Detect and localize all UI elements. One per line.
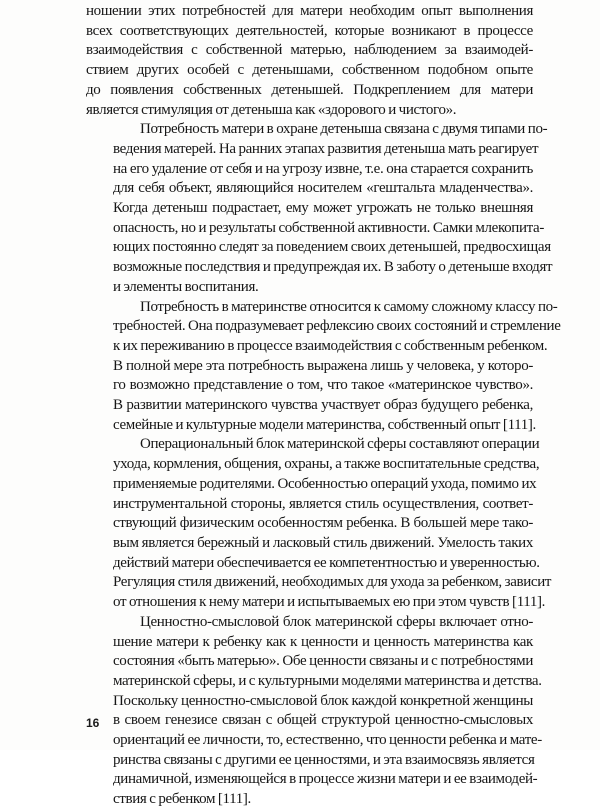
text-line: Потребность в материнстве относится к самому сложному классу по- xyxy=(140,298,558,315)
text-line: ствующий физическим особенностям ребенка. В большей мере тако- xyxy=(113,515,533,532)
text-line: Ценностно-смысловой блок материнской сферы включает отно- xyxy=(140,613,533,630)
text-line: материнской сферы, и с культурными моделями материнства и детства. xyxy=(113,672,542,689)
text-line: Операциональный блок материнской сферы составляют операции xyxy=(140,436,540,453)
text-line: ухода, кормления, общения, охраны, а также воспитательные средства, xyxy=(113,456,540,473)
text-line: действий матери обеспечивается ее компетентностью и уверенностью. xyxy=(113,554,540,571)
text-line: шение матери к ребенку как к ценности и ценность материнства как xyxy=(113,633,533,650)
text-line: ношении этих потребностей для матери необходим опыт выполнения xyxy=(86,3,533,19)
text-line: динамичной, изменяющейся в процессе жизни матери и ее взаимодей- xyxy=(113,771,538,788)
text-line: Регуляция стиля движений, необходимых для ухода за ребенком, зависит xyxy=(113,574,552,591)
text-line: го возможно представление о том, что такое «материнское чувство». xyxy=(113,377,533,394)
text-line: Потребность матери в охране детеныша связана с двумя типами по- xyxy=(140,121,548,138)
paragraph-p4 xyxy=(86,435,552,612)
text-line: инструментальной стороны, является стиль осуществления, соответ- xyxy=(113,495,533,512)
text-line: Когда детеныш подрастает, ему может угрожать не только внешняя xyxy=(113,200,533,217)
text-line: взаимодействия с собственной матерью, наблюдением за взаимодей- xyxy=(86,42,533,59)
paragraph-p5 xyxy=(86,613,542,810)
text-line: состояния «быть матерью». Обе ценности связаны и с потребностями xyxy=(113,653,533,670)
text-line: ведения матерей. На ранних этапах развития детеныша мать реагирует xyxy=(113,140,539,157)
text-line: вым является бережный и ласковый стиль движений. Умелость таких xyxy=(113,534,533,551)
text-line: для себя объект, являющийся носителем «гештальта младенчества». xyxy=(113,180,533,197)
text-line: В полной мере эта потребность выражена лишь у человека, у которо- xyxy=(113,357,533,374)
paragraph-p1 xyxy=(86,2,533,120)
text-line: на его удаление от себя и на угрозу извне, т.е. она старается сохранить xyxy=(113,160,533,177)
text-line: ринства связаны с другими ее ценностями, и эта взаимосвязь является xyxy=(113,751,535,768)
text-line: к их переживанию в процессе взаимодействия с собственным ребенком. xyxy=(113,337,548,354)
text-line: В развитии материнского чувства участвует образ будущего ребенка, xyxy=(113,397,533,414)
text-line: в своем генезисе связан с общей структурой ценностно-смысловых xyxy=(113,712,533,729)
text-line: семейные и культурные модели материнства, собственный опыт [111]. xyxy=(113,416,536,433)
text-line: требностей. Она подразумевает рефлексию своих состояний и стремление xyxy=(113,318,561,335)
text-line: возможные последствия и предупреждая их. В заботу о детеныше входят xyxy=(113,259,553,276)
text-line: ориентаций ее личности, то, естественно, что ценности ребенка и мате- xyxy=(113,732,542,749)
text-line: всех соответствующих деятельностей, которые возникают в процессе xyxy=(86,22,533,39)
text-line: Поскольку ценностно-смысловой блок каждой конкретной женщины xyxy=(113,692,533,709)
text-line: является стимуляция от детеныша как «здорового и чистого». xyxy=(86,101,457,118)
page-number: 16 xyxy=(86,716,100,730)
text-line: ствием других особей с детенышами, собственном подобном опыте xyxy=(86,62,533,79)
text-line: ствия с ребенком [111]. xyxy=(113,791,251,808)
text-line: опасность, но и результаты собственной активности. Самки млекопита- xyxy=(113,219,545,236)
text-line: и элементы воспитания. xyxy=(113,278,259,295)
paragraph-p3 xyxy=(86,298,561,436)
text-line: до появления собственных детенышей. Подкреплением для матери xyxy=(86,81,533,98)
text-line: ющих постоянно следят за поведением своих детенышей, предвосхищая xyxy=(113,239,551,256)
paragraph-p2 xyxy=(86,120,553,297)
body-text xyxy=(86,2,561,810)
text-line: применяемые родителями. Особенностью операций ухода, помимо их xyxy=(113,475,537,492)
text-line: от отношения к нему матери и испытываемых ею при этом чувств [111]. xyxy=(113,594,546,611)
